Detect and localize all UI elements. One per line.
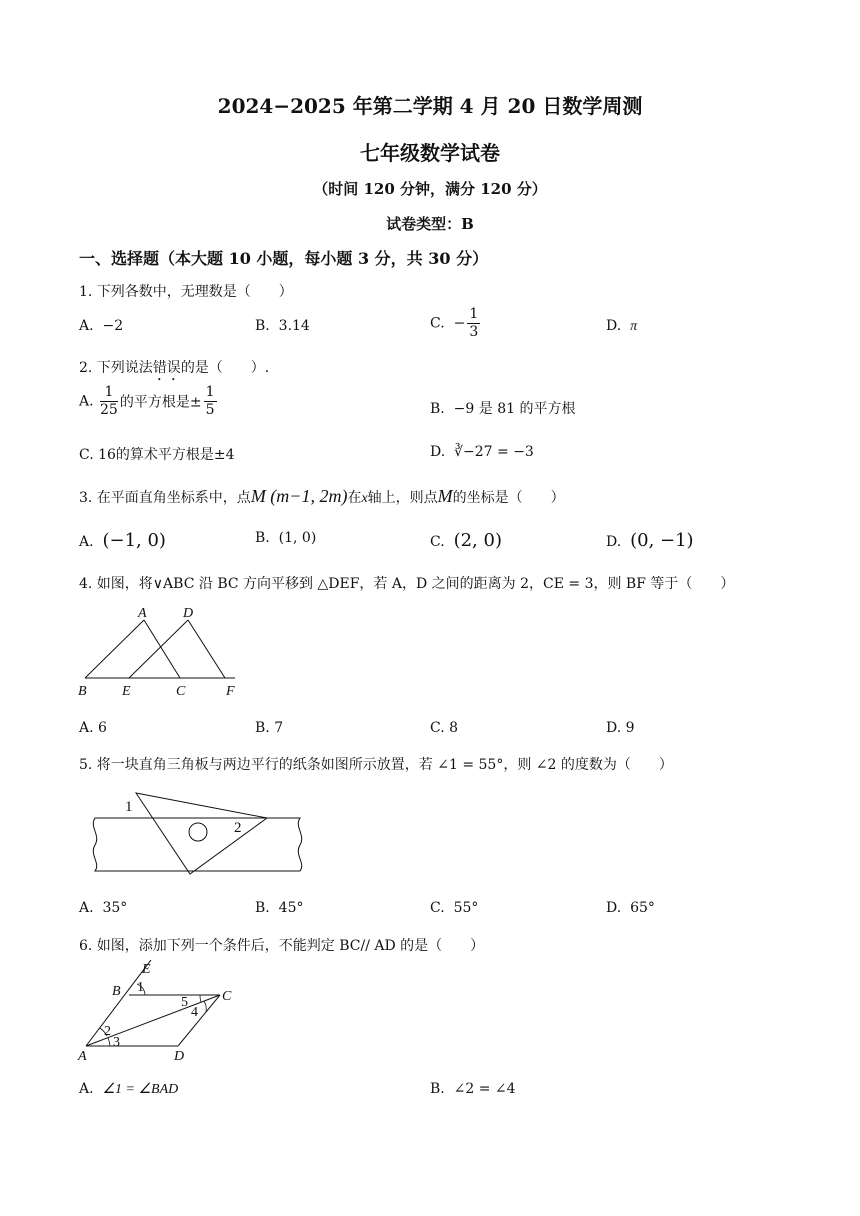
label-b: B [112,984,121,999]
exam-title: 2024−2025 年第二学期 4 月 20 日数学周测 [217,94,643,118]
q4-triangle-figure [70,600,250,705]
q5-option-d: D. 65° [606,900,655,916]
label-d: D [174,1049,185,1064]
angle-4-label: 4 [191,1005,198,1020]
q2-option-d: D. ∛−27 = −3 [430,444,534,460]
question-1-stem: 1. 下列各数中，无理数是（ ） [79,284,293,300]
section-heading: 一、选择题（本大题 10 小题，每小题 3 分，共 30 分） [79,249,489,268]
q6-option-b: B. ∠2 = ∠4 [430,1081,516,1097]
q1-option-d: D. π [606,318,638,334]
q3-option-c: C. (2, 0) [430,530,502,551]
angle-5-label: 5 [181,995,188,1010]
label-e: E [142,962,151,977]
label-b: B [78,684,87,699]
label-a: A [138,606,147,621]
label-c: C [176,684,186,699]
q5-strip-figure [80,785,315,880]
label-a: A [78,1049,87,1064]
q5-option-c: C. 55° [430,900,479,916]
q2-option-a: A. $\frac{1}{25}$ 的平方根是± $\frac{1}{5}$ [79,384,215,418]
question-3-stem: 3. 在平面直角坐标系中，点M (m−1, 2m)在x轴上，则点M的坐标是（ ） [79,486,565,506]
question-4-stem: 4. 如图，将∨ABC 沿 BC 方向平移到 △DEF，若 A，D 之间的距离为 2，CE = 3，则 BF 等于（ ） [79,576,735,592]
q5-option-b: B. 45° [255,900,304,916]
q2-option-c: C. 16的算术平方根是±4 [79,447,235,463]
q6-parallelogram-figure [70,960,245,1065]
q3-option-d: D. (0, −1) [606,530,694,551]
q1-option-c: C. − $\frac{1}{3}$ [430,306,479,340]
q3-option-b: B. (1, 0) [255,530,317,546]
angle-1-label: 1 [137,980,144,995]
q6-option-a: A. ∠1 = ∠BAD [79,1081,179,1097]
label-f: F [226,684,235,699]
q4-option-d: D. 9 [606,720,635,736]
q4-option-c: C. 8 [430,720,459,736]
label-c: C [222,989,232,1004]
q5-option-a: A. 35° [79,900,128,916]
q2-option-b: B. −9 是 81 的平方根 [430,401,576,417]
time-note: （时间 120 分钟，满分 120 分） [313,180,547,198]
q4-option-a: A. 6 [79,720,107,736]
q1-option-a: A. −2 [79,318,124,334]
label-e: E [122,684,131,699]
question-2-stem: 2. 下列说法错误的是（ ）. [79,360,270,376]
q3-option-a: A. (−1, 0) [79,530,166,551]
label-d: D [183,606,194,621]
exam-subtitle: 七年级数学试卷 [360,141,500,165]
fraction: $\frac{1}{3}$ [469,306,479,340]
q4-option-b: B. 7 [255,720,284,736]
q1-option-b: B. 3.14 [255,318,310,334]
question-5-stem: 5. 将一块直角三角板与两边平行的纸条如图所示放置，若 ∠1 = 55°，则 ∠2 的度数为（ ） [79,757,673,773]
angle-3-label: 3 [113,1035,120,1050]
angle-1-label: 1 [125,799,133,815]
question-6-stem: 6. 如图，添加下列一个条件后，不能判定 BC// AD 的是（ ） [79,938,485,954]
angle-2-label: 2 [234,820,242,836]
angle-2-label: 2 [104,1024,111,1039]
paper-type: 试卷类型：B [386,215,474,233]
